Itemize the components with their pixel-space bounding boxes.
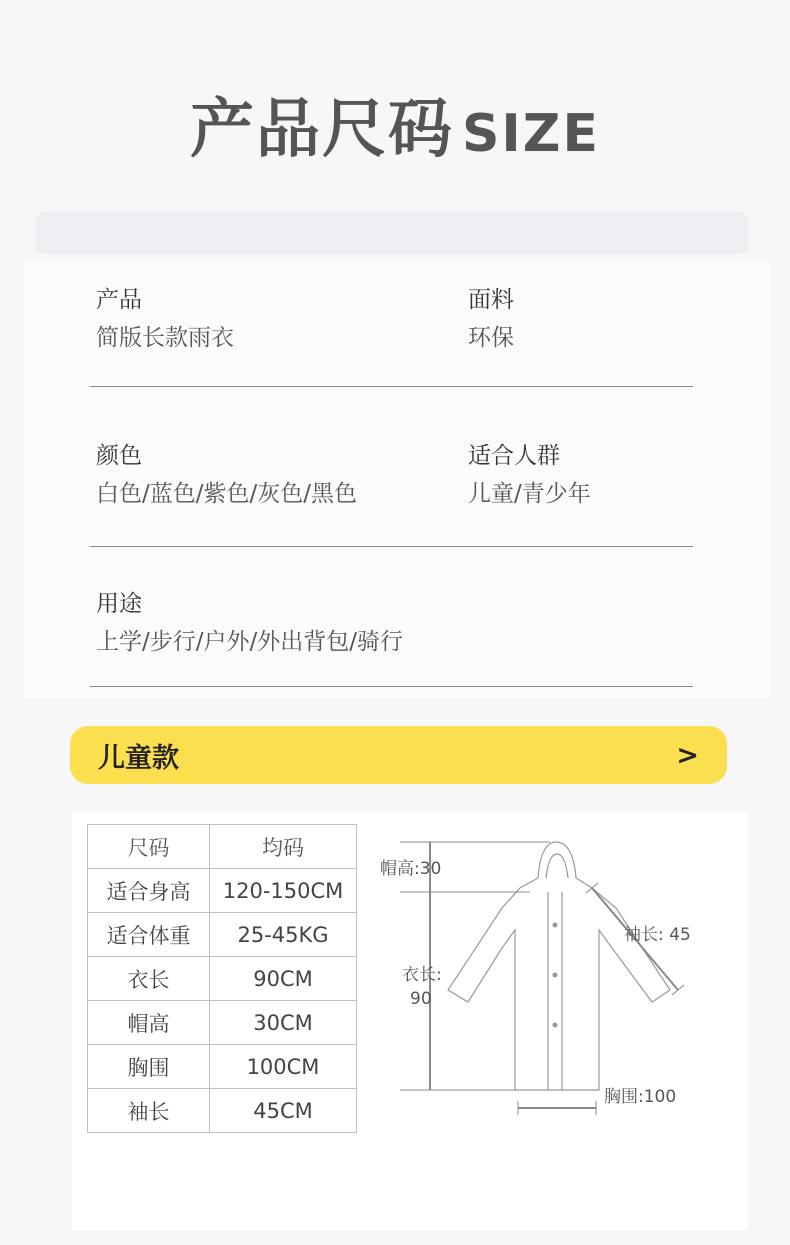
raincoat-diagram <box>370 830 710 1120</box>
table-row <box>88 1089 357 1133</box>
table-cell-name: 胸围 <box>88 1045 210 1089</box>
table-cell-value: 均码 <box>210 825 357 869</box>
table-cell-value: 45CM <box>210 1089 357 1133</box>
raincoat-buttons <box>553 923 558 1028</box>
usage-value: 上学/步行/户外/外出背包/骑行 <box>96 628 403 655</box>
table-cell-name: 袖长 <box>88 1089 210 1133</box>
table-row <box>88 869 357 913</box>
table-row <box>88 825 357 869</box>
table-cell-name: 帽高 <box>88 1001 210 1045</box>
coat-length-label: 衣长: <box>402 965 442 985</box>
divider <box>90 686 693 687</box>
product-label: 产品 <box>96 287 142 313</box>
fabric-label: 面料 <box>468 287 514 313</box>
dimension-lines <box>400 842 684 1115</box>
chest-label: 胸围:100 <box>604 1087 677 1107</box>
table-cell-value: 90CM <box>210 957 357 1001</box>
table-cell-value: 30CM <box>210 1001 357 1045</box>
table-row <box>88 957 357 1001</box>
divider <box>90 546 693 547</box>
color-label: 颜色 <box>96 443 142 469</box>
audience-field <box>468 442 591 510</box>
table-cell-name: 适合身高 <box>88 869 210 913</box>
table-row <box>88 913 357 957</box>
table-cell-name: 适合体重 <box>88 913 210 957</box>
usage-label: 用途 <box>96 591 142 617</box>
divider <box>90 386 693 387</box>
fabric-value: 环保 <box>468 324 514 351</box>
table-row <box>88 1001 357 1045</box>
product-value: 简版长款雨衣 <box>96 324 234 351</box>
audience-label: 适合人群 <box>468 443 560 469</box>
table-cell-value: 100CM <box>210 1045 357 1089</box>
table-row <box>88 1045 357 1089</box>
kids-style-bar[interactable] <box>70 726 727 784</box>
raincoat-outline <box>448 842 670 1090</box>
color-field <box>96 442 357 510</box>
table-cell-value: 120-150CM <box>210 869 357 913</box>
table-cell-value: 25-45KG <box>210 913 357 957</box>
decorative-strip <box>36 212 748 254</box>
page-title <box>0 78 790 170</box>
usage-field <box>96 590 403 658</box>
table-cell-name: 尺码 <box>88 825 210 869</box>
fabric-field <box>468 286 514 354</box>
sleeve-length-label: 袖长: 45 <box>624 925 691 945</box>
chevron-right-icon[interactable]: > <box>676 739 699 771</box>
product-field <box>96 286 234 354</box>
audience-value: 儿童/青少年 <box>468 480 591 507</box>
table-cell-name: 衣长 <box>88 957 210 1001</box>
kids-style-label: 儿童款 <box>98 742 179 774</box>
coat-length-value: 90 <box>410 989 432 1009</box>
page-title-en: SIZE <box>461 104 601 164</box>
color-value: 白色/蓝色/紫色/灰色/黑色 <box>96 480 357 507</box>
size-table <box>87 824 357 1133</box>
hood-height-label: 帽高:30 <box>380 859 442 879</box>
page-title-zh: 产品尺码 <box>189 93 454 167</box>
